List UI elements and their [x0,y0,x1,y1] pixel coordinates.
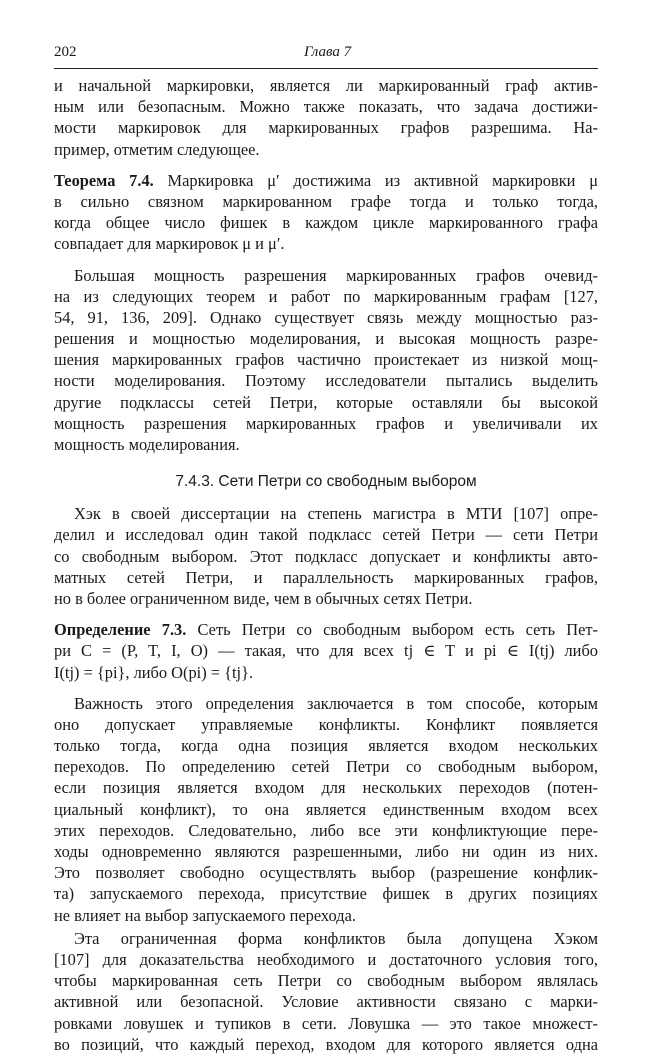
text-line: на из следующих теорем и работ по маркированным графам [127, [54,286,598,306]
text-line: [107] для доказательства необходимого и достаточного условия того, [54,949,598,969]
text-line: в сильно связном маркированном графе тогда и только тогда, [54,191,598,211]
definition-7-3 [54,619,598,683]
paragraph-1 [54,75,598,160]
definition-label: Определение 7.3. [54,620,187,640]
paragraph-4 [54,693,598,926]
text-line: ри C = (P, T, I, O) — такая, что для всех tj ∈ T и pi ∈ I(tj) либо [54,641,598,661]
text-line: чтобы маркированная сеть Петри со свободным выбором являлась [54,971,598,991]
text-line: мости маркировок для маркированных графов разрешима. На- [54,118,598,138]
theorem-label: Теорема 7.4. [54,170,154,190]
theorem-7-4 [54,170,598,255]
book-page [54,44,598,1055]
text-line: Это позволяет свободно осуществлять выбор (разрешение конфлик- [54,863,598,883]
theorem-text: Маркировка μ′ достижима из активной маркировки μ [153,170,598,190]
text-line: если позиция является входом для нескольких переходов (потен- [54,778,598,798]
chapter-title: Глава 7 [304,44,352,60]
text-line: переходов. По определению сетей Петри со свободным выбором, [54,757,598,777]
text-line: мощность моделирования. [54,435,240,454]
text-line: матных сетей Петри, и параллельность маркированных графов, [54,567,598,587]
text-line: совпадает для маркировок μ и μ′. [54,234,285,254]
definition-first-line [54,619,598,640]
text-line: другие подклассы сетей Петри, которые оставляли бы высокой [54,392,598,412]
text-line: со свободным выбором. Этот подкласс допускает и конфликты авто- [54,546,598,566]
section-heading: 7.4.3. Сети Петри со свободным выбором [175,473,477,491]
text-line: активной или безопасной. Условие активности связано с марки- [54,992,598,1012]
text-line: I(tj) = {pi}, либо O(pi) = {tj}. [54,662,254,682]
text-line: Важность этого определения заключается в том способе, которым [74,693,598,713]
text-line: та) запускаемого перехода, присутствие фишек в других позициях [54,884,598,904]
text-line: оно допускает управляемые конфликты. Конфликт появляется [54,714,598,734]
text-line: делил и исследовал один такой подкласс сетей Петри — сети Петри [54,525,598,545]
text-line: решения и мощностью моделирования, и высокая мощность разре- [54,329,598,349]
paragraph-3 [54,503,598,609]
text-line: 54, 91, 136, 209]. Однако существует связь между мощностью раз- [54,307,598,327]
page-number: 202 [54,44,77,60]
text-line: ходы одновременно являются разрешенными, либо ни один из них. [54,842,598,861]
text-line: ности моделирования. Поэтому исследователи пытались выделить [54,371,598,391]
text-line: этих переходов. Следовательно, либо все эти конфликтующие пере- [54,820,598,840]
text-line: во позиций, что каждый переход, входом для которого является одна [54,1034,598,1054]
text-line: и начальной маркировки, является ли маркированный граф актив- [54,76,598,95]
text-line: только тогда, когда одна позиция является входом нескольких [54,736,598,756]
text-line: пример, отметим следующее. [54,139,260,159]
paragraph-5 [54,928,598,1055]
page-header [54,44,598,69]
text-line: Большая мощность разрешения маркированных графов очевид- [74,265,598,285]
page-body [54,75,598,1055]
text-line: шения маркированных графов частично проистекает из низкой мощ- [54,350,598,370]
text-line: Эта ограниченная форма конфликтов была допущена Хэком [74,928,598,948]
definition-text: Сеть Петри со свободным выбором есть сеть Пет- [186,620,598,640]
text-line: ным или безопасным. Можно также показать, что задача достижи- [54,97,598,117]
text-line: мощность разрешения маркированных графов и увеличивали их [54,413,598,433]
text-line: но в более ограниченном виде, чем в обычных сетях Петри. [54,588,473,608]
text-line: циальный конфликт), то она является единственным входом всех [54,799,598,819]
text-line: когда общее число фишек в каждом цикле маркированного графа [54,213,598,233]
text-line: ровками ловушек и тупиков в сети. Ловушка — это такое множест- [54,1013,598,1033]
text-line: не влияет на выбор запускаемого перехода. [54,905,356,925]
paragraph-2 [54,265,598,456]
text-line: Хэк в своей диссертации на степень магистра в МТИ [107] опре- [74,504,598,524]
theorem-first-line [54,170,598,191]
